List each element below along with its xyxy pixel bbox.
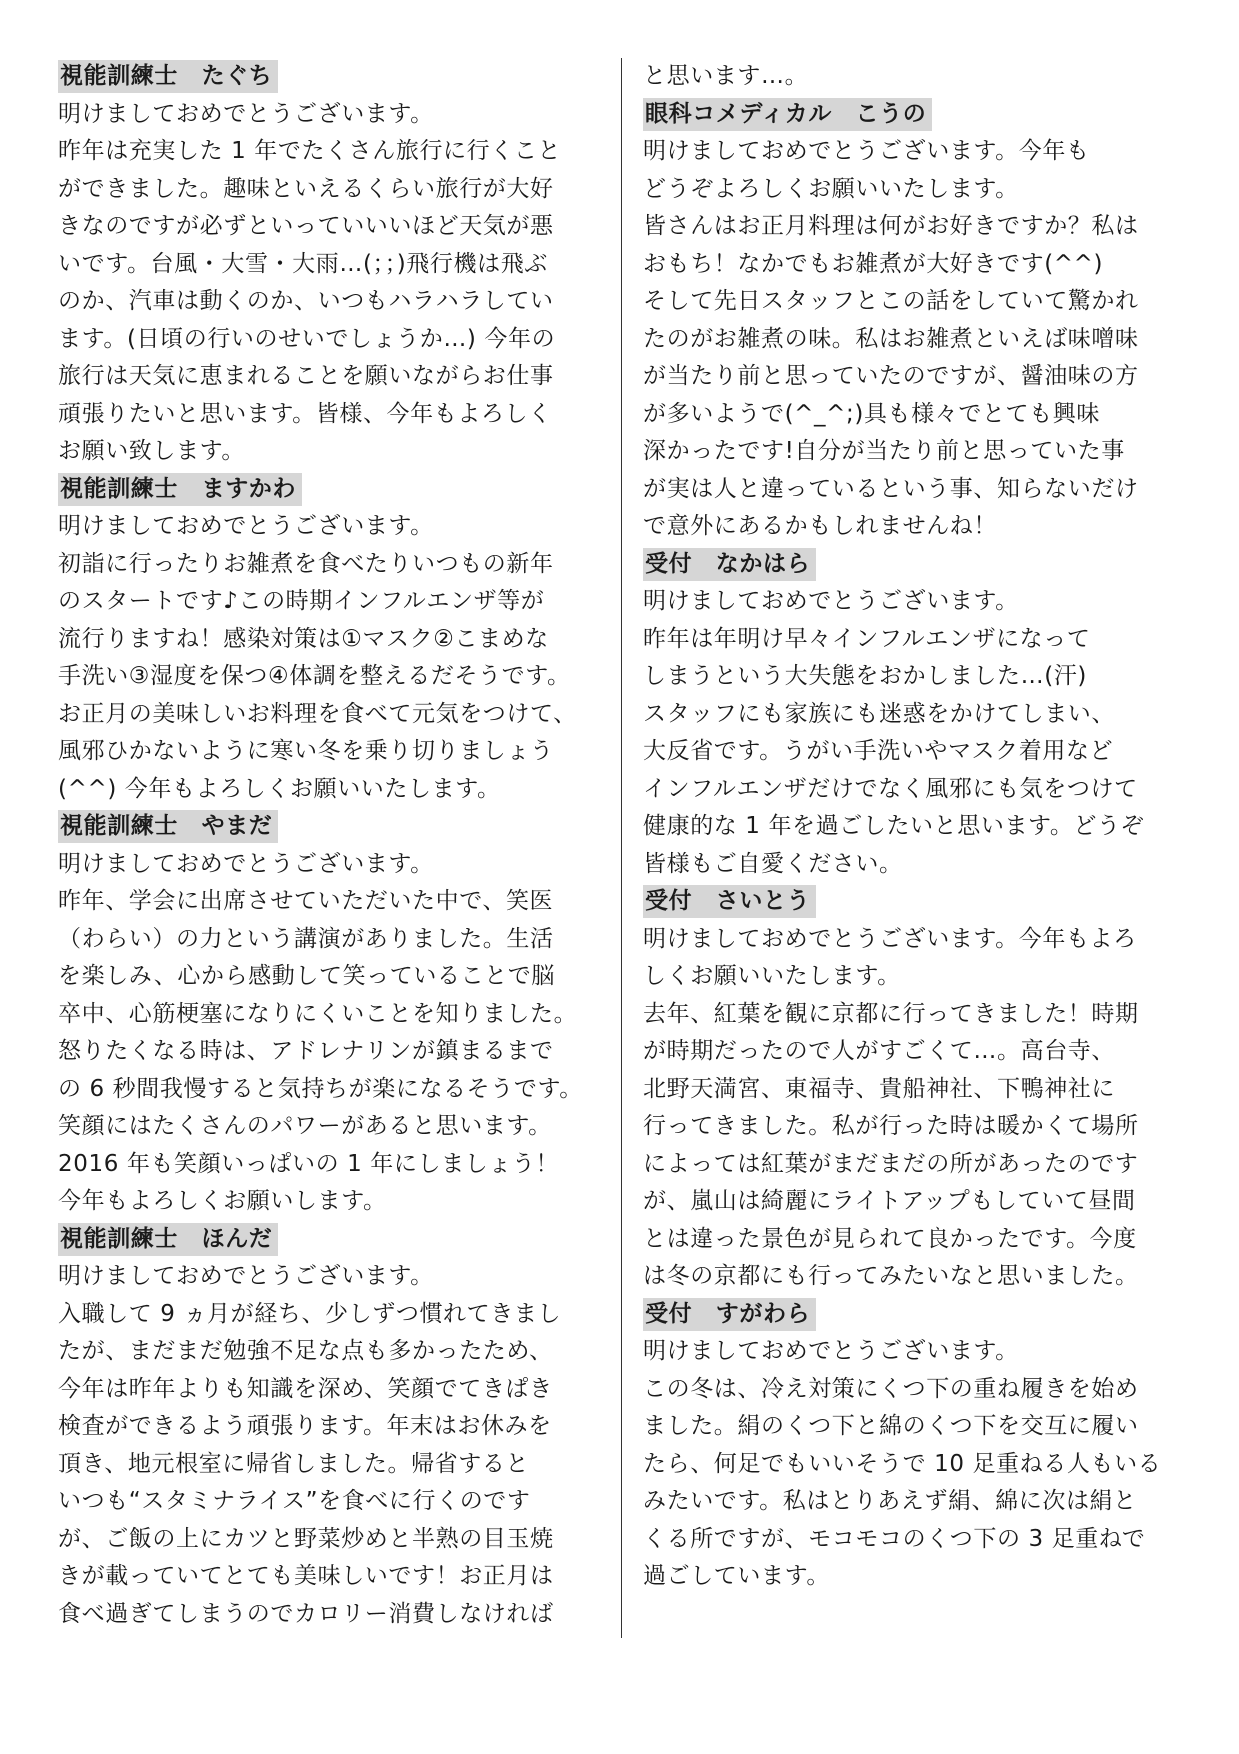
- staff-heading: 受付 さいとう: [643, 885, 816, 918]
- section-heading-line: [643, 96, 1195, 134]
- body-text-line: いです。台風・大雪・大雨…(；；)飛行機は飛ぶ: [58, 250, 548, 277]
- column-divider: [621, 58, 622, 1638]
- body-text-line: どうぞよろしくお願いいたします。: [643, 175, 1019, 202]
- body-text-line: が、嵐山は綺麗にライトアップもしていて昼間: [643, 1188, 1136, 1214]
- body-text-line: 健康的な 1 年を過ごしたいと思います。どうぞ: [643, 813, 1145, 839]
- body-text-line: 大反省です。うがい手洗いやマスク着用など: [643, 738, 1114, 764]
- right-column: [643, 58, 1195, 1596]
- body-text-line: きなのですが必ずといっていいいほど天気が悪: [58, 213, 554, 239]
- body-text-line: 北野天満宮、東福寺、貴船神社、下鴨神社に: [643, 1075, 1115, 1102]
- body-text-line: 明けましておめでとうございます。: [643, 588, 1019, 614]
- body-text-line: 明けましておめでとうございます。今年も: [643, 138, 1090, 164]
- staff-heading: 眼科コメディカル こうの: [643, 98, 932, 131]
- body-text-line: ます。(日頃の行いのせいでしょうか…) 今年の: [58, 325, 556, 352]
- body-text-line: 初詣に行ったりお雑煮を食べたりいつもの新年: [58, 550, 554, 577]
- staff-heading: 受付 すがわら: [643, 1298, 816, 1331]
- body-text-line: くる所ですが、モコモコのくつ下の 3 足重ねで: [643, 1525, 1146, 1552]
- body-text-line: 旅行は天気に恵まれることを願いながらお仕事: [58, 363, 554, 389]
- body-text-line: この冬は、冷え対策にくつ下の重ね履きを始め: [643, 1375, 1139, 1402]
- body-text-line: 検査ができるよう頑張ります。年末はお休みを: [58, 1413, 552, 1439]
- body-text-line: 昨年は充実した 1 年でたくさん旅行に行くこと: [58, 138, 562, 164]
- body-text-line: そして先日スタッフとこの話をしていて驚かれ: [643, 288, 1139, 314]
- body-text-line: 頂き、地元根室に帰省しました。帰省すると: [58, 1450, 530, 1477]
- body-text-line: いつも“スタミナライス”を食べに行くのです: [58, 1488, 531, 1514]
- section-heading-line: [643, 546, 1195, 584]
- body-text-line: お願い致します。: [58, 438, 245, 464]
- body-text-line: 過ごしています。: [643, 1563, 830, 1589]
- body-text-line: 明けましておめでとうございます。: [58, 850, 434, 877]
- body-text-line: みたいです。私はとりあえず絹、綿に次は絹と: [643, 1488, 1137, 1514]
- body-text-line: ました。絹のくつ下と綿のくつ下を交互に履い: [643, 1413, 1139, 1439]
- body-text-line: 行ってきました。私が行った時は暖かくて場所: [643, 1113, 1139, 1139]
- section-heading-line: [58, 808, 610, 846]
- body-text-line: 流行りますね！感染対策は①マスク②こまめな: [58, 625, 549, 652]
- body-text-line: 昨年は年明け早々インフルエンザになって: [643, 625, 1091, 652]
- body-text-line: 頑張りたいと思います。皆様、今年もよろしく: [58, 400, 552, 427]
- body-text-line: 怒りたくなる時は、アドレナリンが鎮まるまで: [58, 1038, 554, 1064]
- body-text-line: 明けましておめでとうございます。: [58, 513, 434, 539]
- body-text-line: 深かったです!自分が当たり前と思っていた事: [643, 438, 1125, 464]
- body-text-line: 風邪ひかないように寒い冬を乗り切りましょう: [58, 738, 554, 764]
- body-text-line: （わらい）の力という講演がありました。生活: [58, 925, 554, 952]
- body-text-line: によっては紅葉がまだまだの所があったのです: [643, 1150, 1139, 1177]
- body-text-line: 今年は昨年よりも知識を深め、笑顔でてきぱき: [58, 1375, 553, 1402]
- staff-heading: 視能訓練士 ほんだ: [58, 1223, 278, 1256]
- section-heading-line: [58, 471, 610, 509]
- body-text-line: 食べ過ぎてしまうのでカロリー消費しなければ: [58, 1600, 554, 1627]
- body-text-line: たのがお雑煮の味。私はお雑煮といえば味噌味: [643, 325, 1139, 352]
- body-text-line: 卒中、心筋梗塞になりにくいことを知りました。: [58, 1000, 578, 1027]
- body-text-line: 昨年、学会に出席させていただいた中で、笑医: [58, 888, 554, 914]
- body-text-line: と思います…。: [643, 63, 809, 89]
- body-text-line: 2016 年も笑顔いっぱいの 1 年にしましょう！: [58, 1150, 560, 1177]
- staff-heading: 受付 なかはら: [643, 548, 816, 581]
- body-text-line: 笑顔にはたくさんのパワーがあると思います。: [58, 1113, 552, 1139]
- section-heading-line: [643, 1296, 1195, 1334]
- body-text-line: おもち！なかでもお雑煮が大好きです(^^): [643, 250, 1104, 277]
- body-text-line: しくお願いいたします。: [643, 963, 901, 989]
- body-text-line: は冬の京都にも行ってみたいなと思いました。: [643, 1263, 1139, 1289]
- body-text-line: が多いようで(^_^;)具も様々でとても興味: [643, 400, 1100, 427]
- body-text-line: 明けましておめでとうございます。: [58, 100, 434, 127]
- body-text-line: 入職して 9 ヵ月が経ち、少しずつ慣れてきまし: [58, 1300, 562, 1327]
- body-text-line: しまうという大失態をおかしました…(汗): [643, 663, 1087, 689]
- body-text-line: たら、何足でもいいそうで 10 足重ねる人もいる: [643, 1450, 1162, 1477]
- body-text-line: インフルエンザだけでなく風邪にも気をつけて: [643, 775, 1138, 802]
- body-text-line: 手洗い③湿度を保つ④体調を整えるだそうです。: [58, 663, 571, 689]
- body-text-line: スタッフにも家族にも迷惑をかけてしまい、: [643, 700, 1115, 727]
- body-text-line: きが載っていてとても美味しいです！お正月は: [58, 1563, 554, 1589]
- body-text-line: 明けましておめでとうございます。今年もよろ: [643, 925, 1137, 952]
- staff-heading: 視能訓練士 ますかわ: [58, 473, 302, 506]
- body-text-line: 明けましておめでとうございます。: [643, 1338, 1019, 1364]
- body-text-line: 去年、紅葉を観に京都に行ってきました！時期: [643, 1000, 1139, 1027]
- body-text-line: が実は人と違っているという事、知らないだけ: [643, 475, 1139, 502]
- staff-heading: 視能訓練士 たぐち: [58, 60, 278, 93]
- body-text-line: が、ご飯の上にカツと野菜炒めと半熟の目玉焼: [58, 1525, 554, 1552]
- body-text-line: とは違った景色が見られて良かったです。今度: [643, 1225, 1137, 1252]
- left-column: [58, 58, 610, 1633]
- body-text-line: たが、まだまだ勉強不足な点も多かったため、: [58, 1338, 553, 1364]
- body-text-line: 皆さんはお正月料理は何がお好きですか？私は: [643, 213, 1139, 239]
- body-text-line: が時期だったので人がすごくて…。高台寺、: [643, 1038, 1115, 1064]
- body-text-line: ができました。趣味といえるくらい旅行が大好: [58, 175, 554, 202]
- body-text-line: の 6 秒間我慢すると気持ちが楽になるそうです。: [58, 1075, 583, 1102]
- body-text-line: 今年もよろしくお願いします。: [58, 1188, 387, 1214]
- staff-heading: 視能訓練士 やまだ: [58, 810, 278, 843]
- body-text-line: お正月の美味しいお料理を食べて元気をつけて、: [58, 700, 577, 727]
- body-text-line: 皆様もご自愛ください。: [643, 850, 903, 877]
- body-text-line: 明けましておめでとうございます。: [58, 1263, 434, 1289]
- section-heading-line: [58, 1221, 610, 1259]
- body-text-line: が当たり前と思っていたのですが、醤油味の方: [643, 363, 1139, 389]
- body-text-line: で意外にあるかもしれませんね！: [643, 513, 997, 539]
- body-text-line: (^^) 今年もよろしくお願いいたします。: [58, 775, 501, 802]
- body-text-line: を楽しみ、心から感動して笑っていることで脳: [58, 963, 555, 989]
- body-text-line: のか、汽車は動くのか、いつもハラハラしてい: [58, 288, 554, 314]
- body-text-line: のスタートです♪この時期インフルエンザ等が: [58, 588, 545, 614]
- section-heading-line: [58, 58, 610, 96]
- section-heading-line: [643, 883, 1195, 921]
